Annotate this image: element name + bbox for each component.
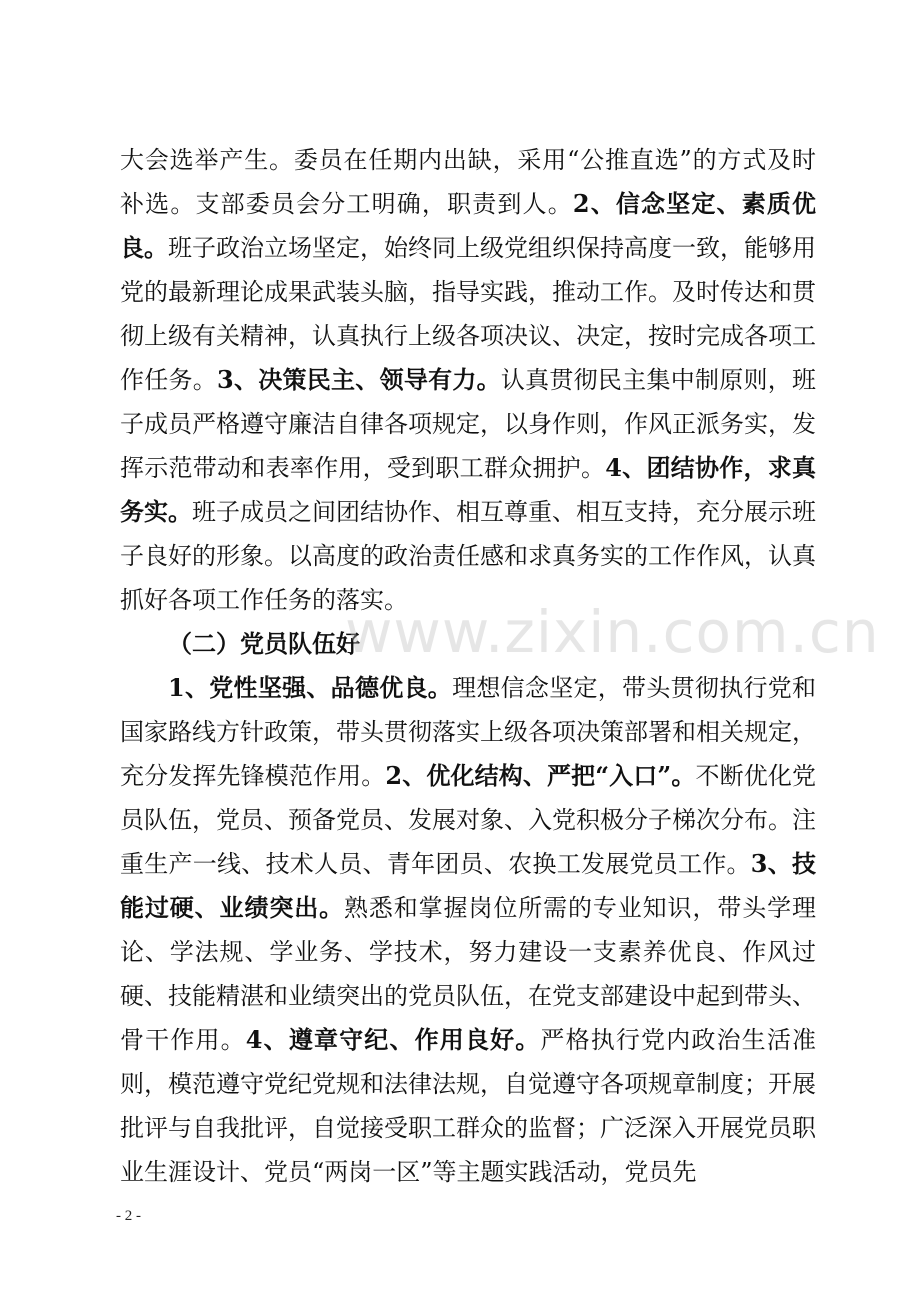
section-paragraph [120, 666, 816, 1194]
text-run: 认真贯彻民主集中制原则，班子成员严格遵守廉洁自律各项规定，以身作则，作风正派务实，发挥示范带动和表率作用，受到职工群众拥护。 [120, 366, 817, 482]
text-run: 熟悉和掌握岗位所需的专业知识，带头学理论、学法规、学业务、学技术，努力建设一支素养优良、作风过硬、技能精湛和业绩突出的党员队伍，在党支部建设中起到带头、骨干作用。 [120, 894, 816, 1054]
bold-run: 4、遵章守纪、作用良好。 [245, 1025, 541, 1054]
bold-run: 2、信念坚定、素质优良。 [120, 189, 817, 262]
text-run: 不断优化党员队伍，党员、预备党员、发展对象、入党积极分子梯次分布。注重生产一线、技术人员、青年团员、农换工发展党员工作。 [120, 762, 817, 878]
watermark: www.zixin.com.cn [345, 598, 880, 666]
text-run: 班子政治立场坚定，始终同上级党组织保持高度一致，能够用党的最新理论成果武装头脑，指导实践，推动工作。及时传达和贯彻上级有关精神，认真执行上级各项决议、决定，按时完成各项工作任务。 [120, 234, 816, 394]
text-run: 严格执行党内政治生活准则，模范遵守党纪党规和法律法规，自觉遵守各项规章制度；开展批评与自我批评，自觉接受职工群众的监督；广泛深入开展党员职业生涯设计、党员“两岗一区”等主题实践活动，党员先 [120, 1026, 816, 1186]
bold-run: 3、决策民主、领导有力。 [217, 365, 501, 394]
text-run: 理想信念坚定，带头贯彻执行党和国家路线方针政策，带头贯彻落实上级各项决策部署和相关规定，充分发挥先锋模范作用。 [120, 674, 817, 790]
intro-paragraph [120, 138, 816, 622]
bold-run: 4、团结协作，求真务实。 [120, 453, 817, 526]
bold-run: 1、党性坚强、品德优良。 [168, 673, 453, 702]
text-run: 大会选举产生。委员在任期内出缺，采用“公推直选”的方式及时补选。支部委员会分工明确，职责到人。 [120, 146, 816, 218]
bold-run: 3、技能过硬、业绩突出。 [120, 849, 817, 922]
bold-run: 2、优化结构、严把“入口”。 [385, 761, 696, 790]
text-run: 班子成员之间团结协作、相互尊重、相互支持，充分展示班子良好的形象。以高度的政治责任感和求真务实的工作作风，认真抓好各项工作任务的落实。 [120, 498, 816, 614]
section-heading: （二）党员队伍好 [168, 629, 360, 658]
document-body [120, 138, 816, 1194]
page-number: - 2 - [116, 1208, 141, 1224]
